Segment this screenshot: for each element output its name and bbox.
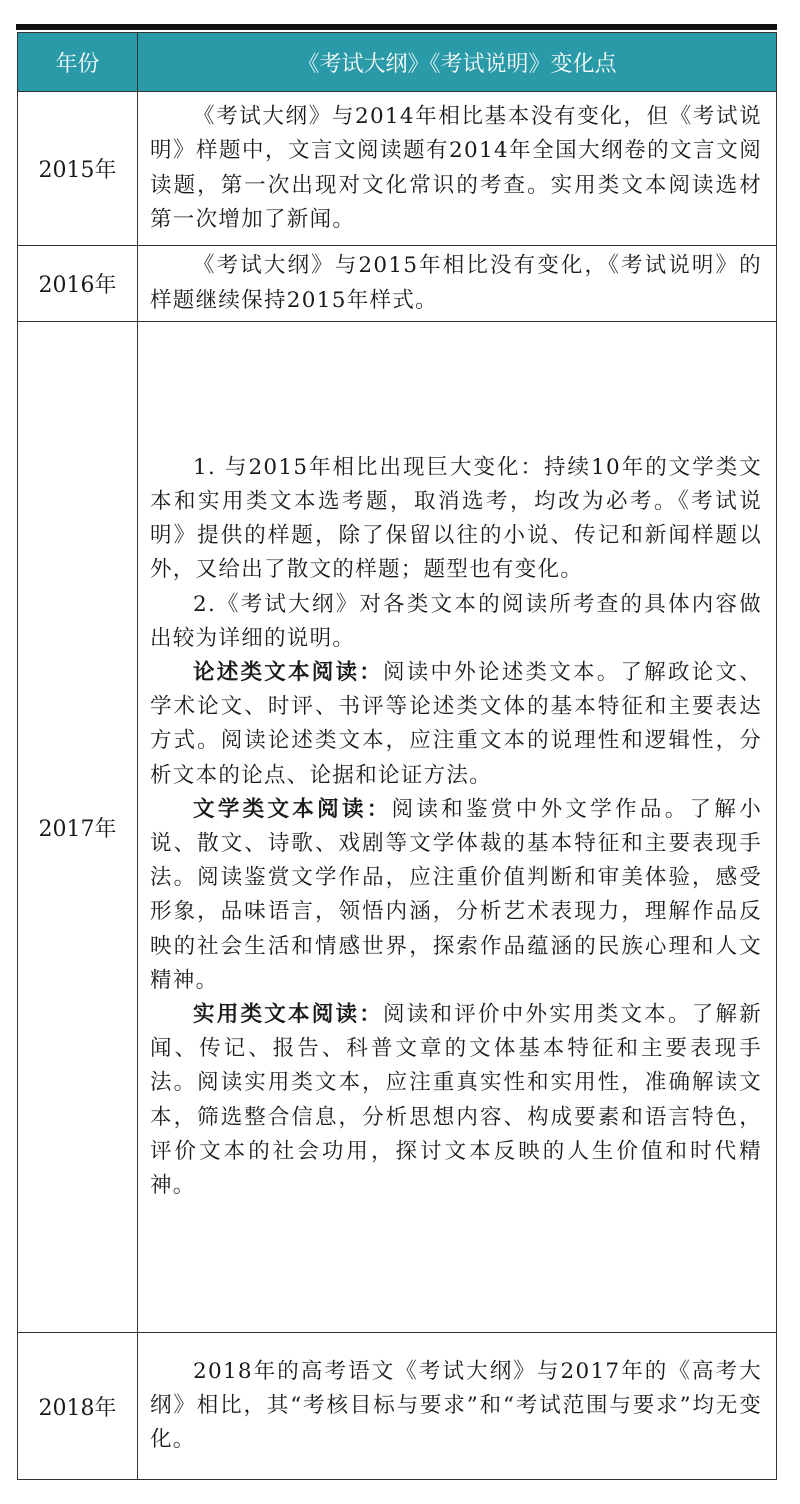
paragraph: 2.《考试大纲》对各类文本的阅读所考查的具体内容做出较为详细的说明。 [150,591,762,651]
year-cell: 2015年 [18,92,138,246]
paragraph: 2018年的高考语文《考试大纲》与2017年的《高考大纲》相比，其“考核目标与要求”和“考试范围与要求”均无变化。 [150,1358,762,1453]
section-text: 阅读中外论述类文本。了解政论文、学术论文、时评、书评等论述类文体的基本特征和主要表达方式。阅读论述类文本，应注重文本的说理性和逻辑性，分析文本的论点、论据和论证方法。 [150,659,762,788]
section-heading: 论述类文本阅读： [193,659,383,685]
exam-changes-table [17,32,777,1480]
paragraph: 《考试大纲》与2015年相比没有变化，《考试说明》的样题继续保持2015年样式。 [150,253,762,313]
table-row-2016 [18,246,777,322]
table-row-2017 [18,322,777,1333]
changes-cell [138,1333,777,1480]
paragraph: 《考试大纲》与2014年相比基本没有变化，但《考试说明》样题中，文言文阅读题有2014年全国大纲卷的文言文阅读题，第一次出现对文化常识的考查。实用类文本阅读选材第一次增加了新闻。 [150,104,762,232]
changes-cell [138,246,777,322]
top-rule [16,24,777,30]
changes-cell [138,92,777,246]
year-cell: 2018年 [18,1333,138,1480]
section-argumentative [150,656,762,793]
header-year: 年份 [18,33,138,92]
year-cell: 2017年 [18,322,138,1333]
header-changes: 《考试大纲》《考试说明》变化点 [138,33,777,92]
section-heading: 文学类文本阅读： [193,796,392,822]
section-text: 阅读和评价中外实用类文本。了解新闻、传记、报告、科普文章的文体基本特征和主要表现手法。阅读实用类文本，应注重真实性和实用性，准确解读文本，筛选整合信息，分析思想内容、构成要素和语言特色，评价文本的社会功用，探讨文本反映的人生价值和时代精神。 [150,1002,762,1199]
paragraph: 1. 与2015年相比出现巨大变化：持续10年的文学类文本和实用类文本选考题，取消选考，均改为必考。《考试说明》提供的样题，除了保留以往的小说、传记和新闻样题以外，又给出了散文的样题；题型也有变化。 [150,454,762,583]
section-heading: 实用类文本阅读： [193,1002,383,1028]
section-practical [150,998,762,1203]
table-header [18,33,777,92]
table-row-2018 [18,1333,777,1480]
year-cell: 2016年 [18,246,138,322]
section-text: 阅读和鉴赏中外文学作品。了解小说、散文、诗歌、戏剧等文学体裁的基本特征和主要表现手法。阅读鉴赏文学作品，应注重价值判断和审美体验，感受形象，品味语言，领悟内涵，分析艺术表现力，理解作品反映的社会生活和情感世界，探索作品蕴涵的民族心理和人文精神。 [150,796,762,993]
changes-cell [138,322,777,1333]
table-row-2015 [18,92,777,246]
section-literary [150,793,762,998]
